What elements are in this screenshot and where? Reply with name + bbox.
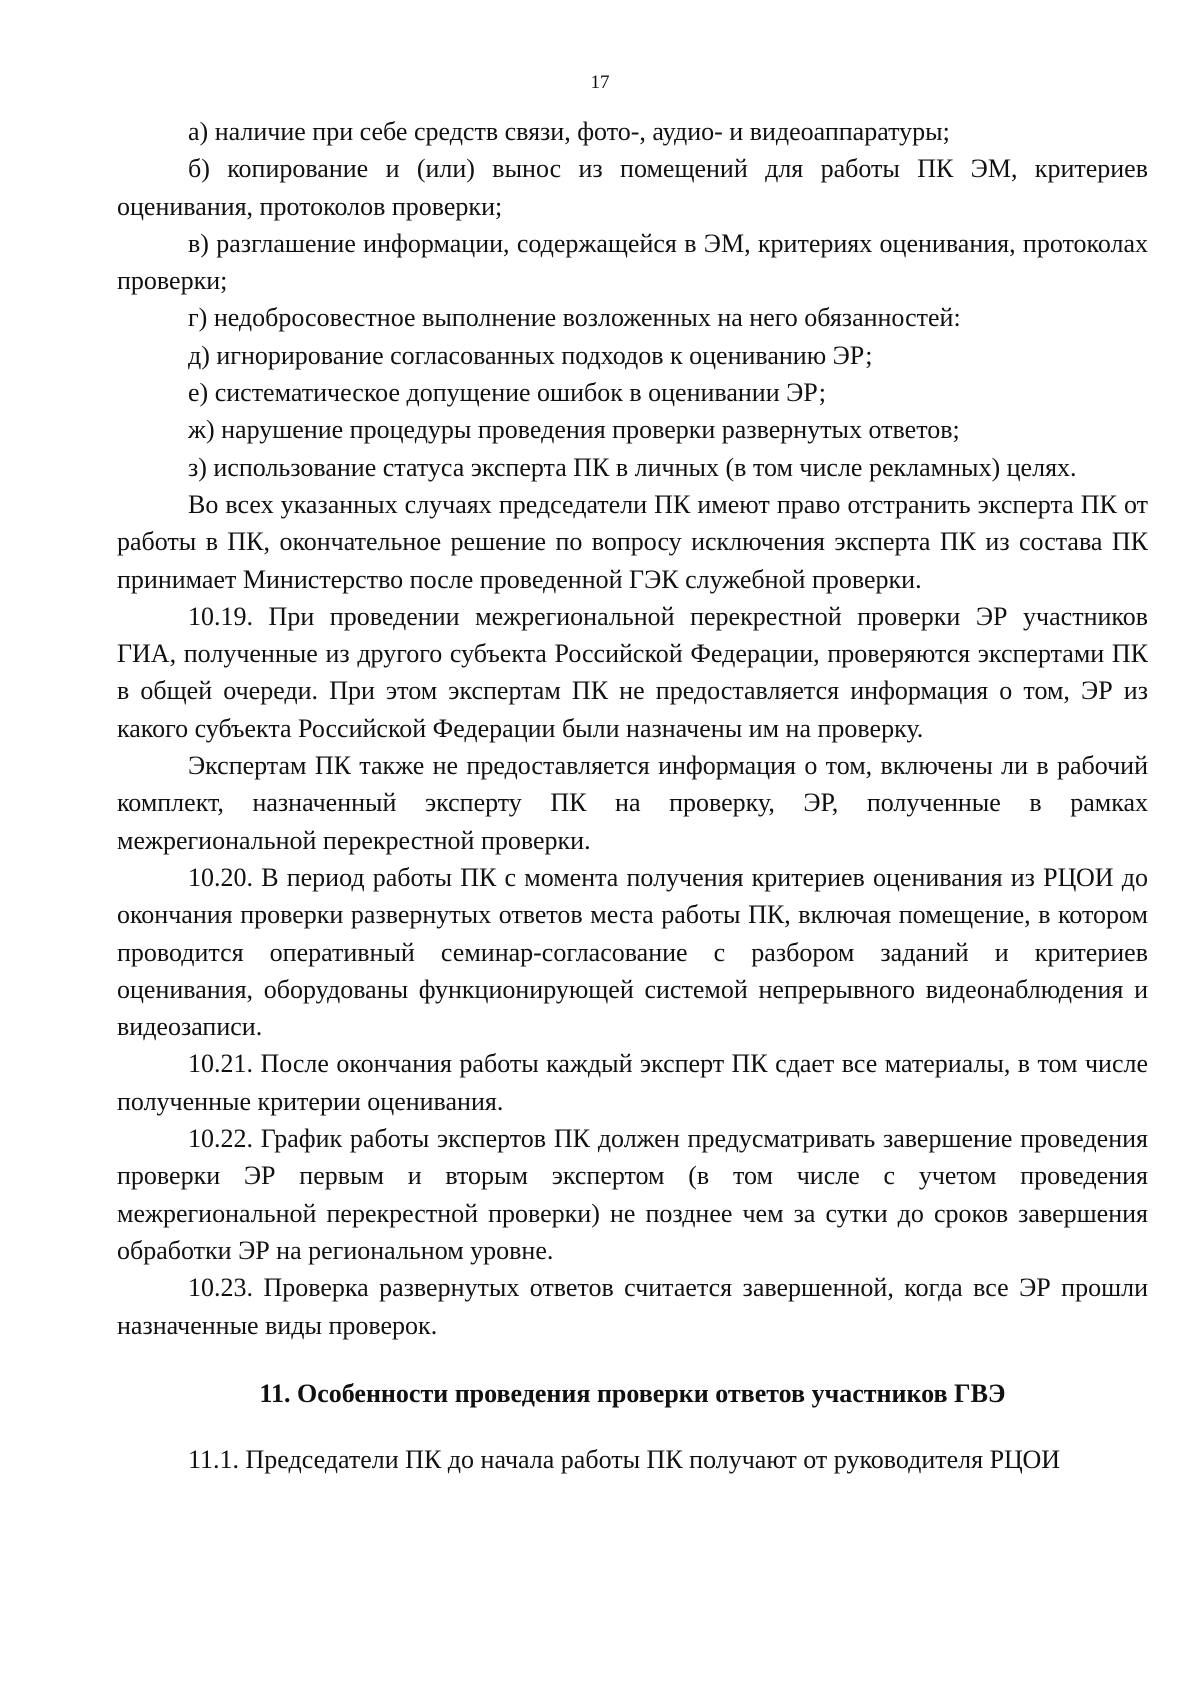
paragraph-b: б) копирование и (или) вынос из помещений для работы ПК ЭМ, критериев оценивания, протоколов проверки; [117,154,1148,221]
paragraph-z: з) использование статуса эксперта ПК в личных (в том числе рекламных) целях. [188,452,1077,482]
paragraph-v: в) разглашение информации, содержащейся в ЭМ, критериях оценивания, протоколах проверки; [117,228,1148,296]
paragraph-removal: Во всех указанных случаях председатели ПК имеют право отстранить эксперта ПК от работы в ПК, окончательное решение по вопросу исключения эксперта ПК из состава ПК принимает Министерство после проведенной ГЭК служебной проверки. [117,489,1148,594]
paragraph-10-19-cont: Экспертам ПК также не предоставляется информация о том, включены ли в рабочий комплект, назначенный эксперту ПК на проверку, ЭР, полученные в рамках межрегиональной перекрестной проверки. [117,751,1148,855]
section-title: 11. Особенности проведения проверки ответов участников ГВЭ [259,1378,1006,1408]
paragraph-10-20: 10.20. В период работы ПК с момента получения критериев оценивания из РЦОИ до окончания проверки развернутых ответов места работы ПК, включая помещение, в котором проводится оперативный семинар-согласование с разбором заданий и критериев оценивания, оборудованы функционирующей системой непрерывного видеонаблюдения и видеозаписи. [117,862,1148,1042]
paragraph-e: е) систематическое допущение ошибок в оценивании ЭР; [188,378,826,408]
paragraph-10-23: 10.23. Проверка развернутых ответов считается завершенной, когда все ЭР прошли назначенные виды проверок. [117,1273,1148,1340]
paragraph-10-21: 10.21. После окончания работы каждый эксперт ПК сдает все материалы, в том числе полученные критерии оценивания. [117,1049,1148,1116]
paragraph-10-22: 10.22. График работы экспертов ПК должен предусматривать завершение проведения проверки ЭР первым и вторым экспертом (в том числе с учетом проведения межрегиональной перекрестной проверки) не позднее чем за сутки до сроков завершения обработки ЭР на региональном уровне. [117,1124,1148,1265]
paragraph-a: а) наличие при себе средств связи, фото-, аудио- и видеоаппаратуры; [188,117,950,146]
paragraph-10-19: 10.19. При проведении межрегиональной перекрестной проверки ЭР участников ГИА, полученные из другого субъекта Российской Федерации, проверяются экспертами ПК в общей очереди. При этом экспертам ПК не предоставляется информация о том, ЭР из какого субъекта Российской Федерации были назначены им на проверку. [117,601,1148,743]
page-number: 17 [590,72,610,93]
paragraph-zh: ж) нарушение процедуры проведения проверки развернутых ответов; [188,415,960,445]
paragraph-d: д) игнорирование согласованных подходов к оцениванию ЭР; [188,340,873,370]
paragraph-11-1: 11.1. Председатели ПК до начала работы ПК получают от руководителя РЦОИ [188,1445,1061,1475]
document-body [117,113,1148,1478]
paragraph-g: г) недобросовестное выполнение возложенных на него обязанностей: [188,303,961,333]
